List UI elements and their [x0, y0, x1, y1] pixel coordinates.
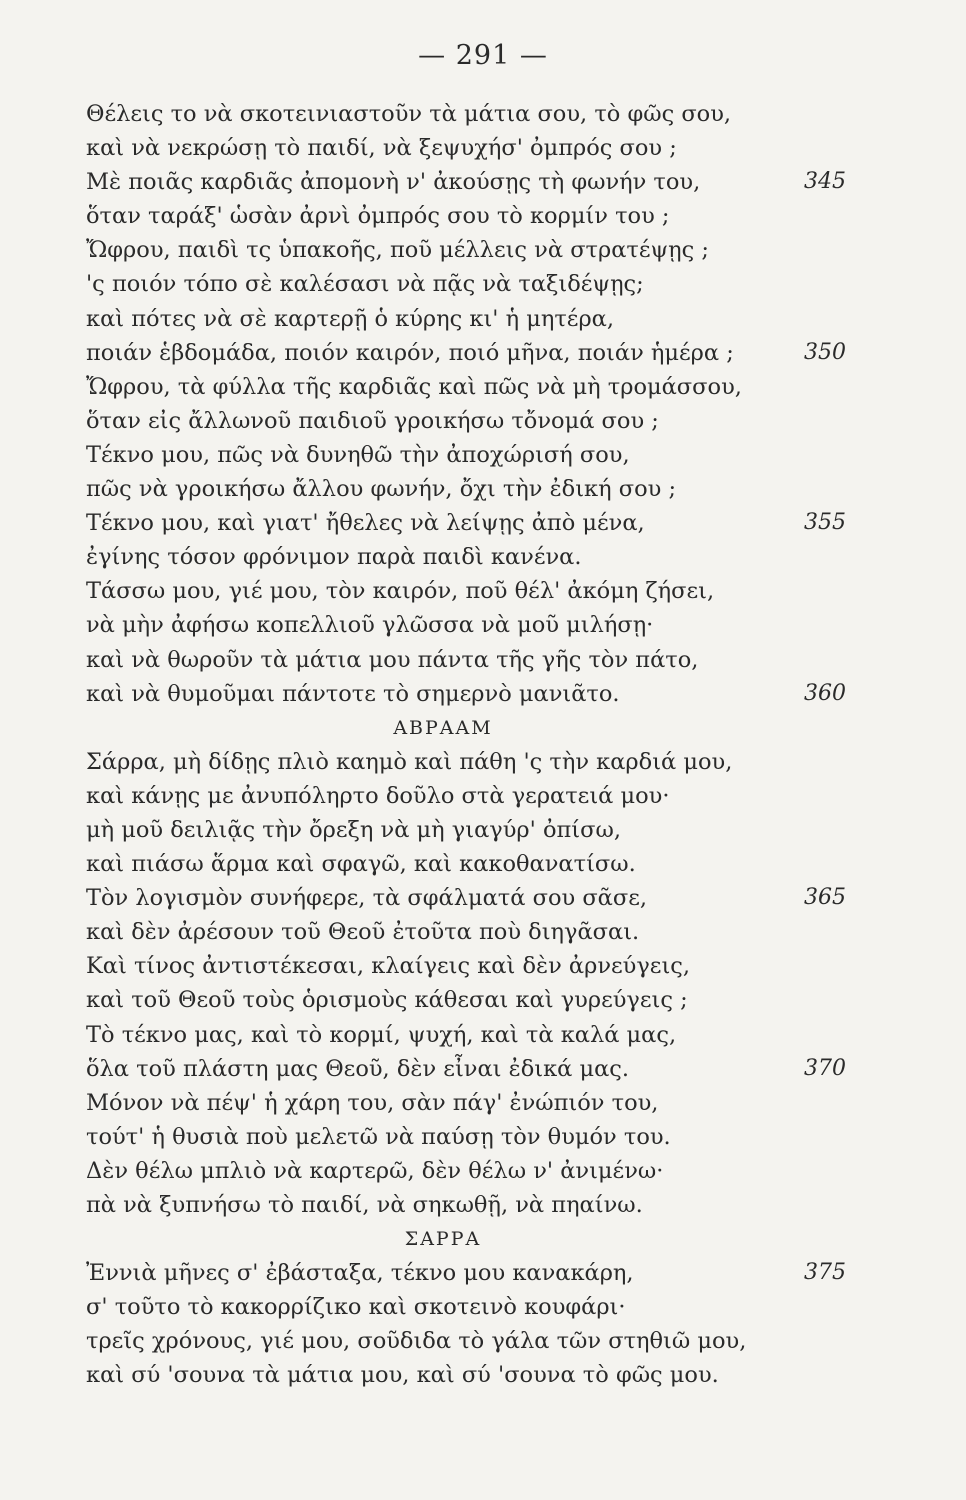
verse-line-text: σ' τοῦτο τὸ κακορρίζικο καὶ σκοτεινὸ κουφάρι·: [86, 1294, 626, 1321]
verse-line: [86, 438, 806, 472]
verse-line: [86, 1256, 846, 1290]
verse-line-text: καὶ δὲν ἀρέσουν τοῦ Θεοῦ ἐτοῦτα ποὺ διηγᾶσαι.: [86, 919, 640, 946]
line-number: 370: [804, 1055, 846, 1081]
verse-line: [86, 813, 806, 847]
verse-line: [86, 881, 846, 915]
verse-line: [86, 574, 806, 608]
verse-line-text: Ὤφρου, τὰ φύλλα τῆς καρδιᾶς καὶ πῶς νὰ μὴ τρομάσσου,: [86, 373, 742, 400]
verse-line-text: τούτ' ἡ θυσιὰ ποὺ μελετῶ νὰ παύσῃ τὸν θυμόν του.: [86, 1123, 671, 1150]
verse-line-text: Θέλεις το νὰ σκοτεινιαστοῦν τὰ μάτια σου, τὸ φῶς σου,: [86, 101, 732, 127]
speaker-heading: [86, 711, 806, 745]
line-number: 350: [804, 339, 846, 365]
verse-line-text: καὶ τοῦ Θεοῦ τοὺς ὁρισμοὺς κάθεσαι καὶ γυρεύγεις ;: [86, 987, 688, 1014]
line-number: 375: [804, 1260, 846, 1286]
verse-line-text: πὰ νὰ ξυπνήσω τὸ παιδί, νὰ σηκωθῇ, νὰ πηαίνω.: [86, 1192, 643, 1218]
verse-line-text: καὶ νὰ θωροῦν τὰ μάτια μου πάντα τῆς γῆς τὸν πάτο,: [86, 646, 699, 673]
verse-line: [86, 370, 806, 404]
verse-line: [86, 1290, 806, 1324]
verse-line-text: καὶ σύ 'σουνα τὰ μάτια μου, καὶ σύ 'σουνα τὸ φῶς μου.: [86, 1362, 719, 1389]
verse-line: [86, 1018, 806, 1052]
verse-line-text: Τάσσω μου, γιέ μου, τὸν καιρόν, ποῦ θέλ' ἀκόμη ζήσει,: [86, 578, 715, 605]
verse-line-text: ποιάν ἑβδομάδα, ποιόν καιρόν, ποιό μῆνα, ποιάν ἡμέρα ;: [86, 339, 734, 366]
verse-line: [86, 506, 846, 540]
verse-line-text: Ὤφρου, παιδὶ τς ὑπακοῆς, ποῦ μέλλεις νὰ στρατέψῃς ;: [86, 237, 709, 264]
verse-line-text: ὅταν ταράξ' ὡσὰν ἀρνὶ ὀμπρός σου τὸ κορμίν του ;: [86, 203, 670, 230]
verse-line: [86, 472, 806, 506]
verse-line: [86, 1154, 806, 1188]
verse-line-text: καὶ κάνῃς με ἀνυπόληρτο δοῦλο στὰ γερατειά μου·: [86, 782, 670, 809]
speaker-heading: [86, 1222, 806, 1256]
verse-line: [86, 847, 806, 881]
verse-line: [86, 643, 806, 677]
line-number: 355: [804, 510, 846, 536]
page-number: — 291 —: [418, 40, 548, 71]
verse-line: [86, 949, 806, 983]
verse-line: [86, 540, 806, 574]
verse-line-text: πῶς νὰ γροικήσω ἄλλου φωνήν, ὄχι τὴν ἐδική σου ;: [86, 476, 677, 503]
verse-line-text: Ἐννιὰ μῆνες σ' ἐβάσταξα, τέκνο μου κανακάρη,: [86, 1260, 634, 1287]
verse-line: [86, 779, 806, 813]
verse-line-text: Τέκνο μου, καὶ γιατ' ἤθελες νὰ λείψῃς ἀπὸ μένα,: [86, 510, 645, 537]
verse-line-text: Μόνον νὰ πέψ' ἡ χάρη του, σὰν πάγ' ἐνώπιόν του,: [86, 1089, 659, 1116]
verse-line: [86, 165, 846, 199]
verse-line: [86, 1086, 806, 1120]
verse-line-text: καὶ πιάσω ἅρμα καὶ σφαγῶ, καὶ κακοθανατίσω.: [86, 851, 636, 878]
verse-line: [86, 1324, 806, 1358]
verse-line-text: 'ς ποιόν τόπο σὲ καλέσασι νὰ πᾷς νὰ ταξιδέψῃς;: [86, 271, 644, 298]
verse-line-text: Σάρρα, μὴ δίδῃς πλιὸ καημὸ καὶ πάθη 'ς τὴν καρδιά μου,: [86, 748, 733, 775]
verse-line: [86, 608, 806, 642]
verse-line: [86, 267, 806, 301]
verse-line-text: ἐγίνης τόσον φρόνιμον παρὰ παιδὶ κανένα.: [86, 544, 582, 571]
verse-line: [86, 97, 806, 131]
line-number: 360: [804, 680, 846, 706]
speaker-name: ΑΒΡΑΑΜ: [393, 716, 493, 739]
verse-line: [86, 677, 846, 711]
verse-line: [86, 302, 806, 336]
verse-line: [86, 745, 806, 779]
verse-line-text: καὶ νὰ θυμοῦμαι πάντοτε τὸ σημερνὸ μανιᾶτο.: [86, 680, 620, 707]
verse-line-text: καὶ νὰ νεκρώσῃ τὸ παιδί, νὰ ξεψυχήσ' ὀμπρός σου ;: [86, 135, 677, 162]
verse-line-text: νὰ μὴν ἀφήσω κοπελλιοῦ γλῶσσα νὰ μοῦ μιλήσῃ·: [86, 612, 654, 639]
verse-line: [86, 1120, 806, 1154]
line-number: 365: [804, 885, 846, 911]
verse-line: [86, 233, 806, 267]
verse-line-text: Καὶ τίνος ἀντιστέκεσαι, κλαίγεις καὶ δὲν ἀρνεύγεις,: [86, 953, 691, 980]
line-number: 345: [804, 169, 846, 195]
verse-line: [86, 336, 846, 370]
verse-text-block: [86, 97, 846, 1393]
speaker-name: ΣΑΡΡΑ: [404, 1228, 482, 1251]
verse-line-text: καὶ πότες νὰ σὲ καρτερῇ ὁ κύρης κι' ἡ μητέρα,: [86, 305, 615, 332]
verse-line: [86, 983, 806, 1017]
verse-line-text: ὅλα τοῦ πλάστη μας Θεοῦ, δὲν εἶναι ἐδικά μας.: [86, 1055, 630, 1082]
verse-line-text: Τὸ τέκνο μας, καὶ τὸ κορμί, ψυχή, καὶ τὰ καλά μας,: [86, 1021, 677, 1048]
verse-line-text: Τὸν λογισμὸν συνήφερε, τὰ σφάλματά σου σᾶσε,: [86, 885, 648, 912]
verse-line: [86, 1358, 806, 1392]
verse-line-text: ὅταν εἰς ἄλλωνοῦ παιδιοῦ γροικήσω τὄνομά σου ;: [86, 407, 659, 434]
verse-line-text: Μὲ ποιᾶς καρδιᾶς ἀπομονὴ ν' ἀκούσῃς τὴ φωνήν του,: [86, 169, 701, 196]
verse-line-text: μὴ μοῦ δειλιᾷς τὴν ὄρεξη νὰ μὴ γιαγύρ' ὀπίσω,: [86, 816, 621, 843]
verse-line: [86, 915, 806, 949]
verse-line: [86, 131, 806, 165]
verse-line: [86, 199, 806, 233]
verse-line: [86, 1052, 846, 1086]
verse-line-text: Τέκνο μου, πῶς νὰ δυνηθῶ τὴν ἀποχώρισή σου,: [86, 441, 630, 468]
verse-line-text: τρεῖς χρόνους, γιέ μου, σοῦδιδα τὸ γάλα τῶν στηθιῶ μου,: [86, 1328, 747, 1355]
verse-line-text: Δὲν θέλω μπλιὸ νὰ καρτερῶ, δὲν θέλω ν' ἀνιμένω·: [86, 1157, 664, 1184]
verse-line: [86, 1188, 806, 1222]
verse-line: [86, 404, 806, 438]
